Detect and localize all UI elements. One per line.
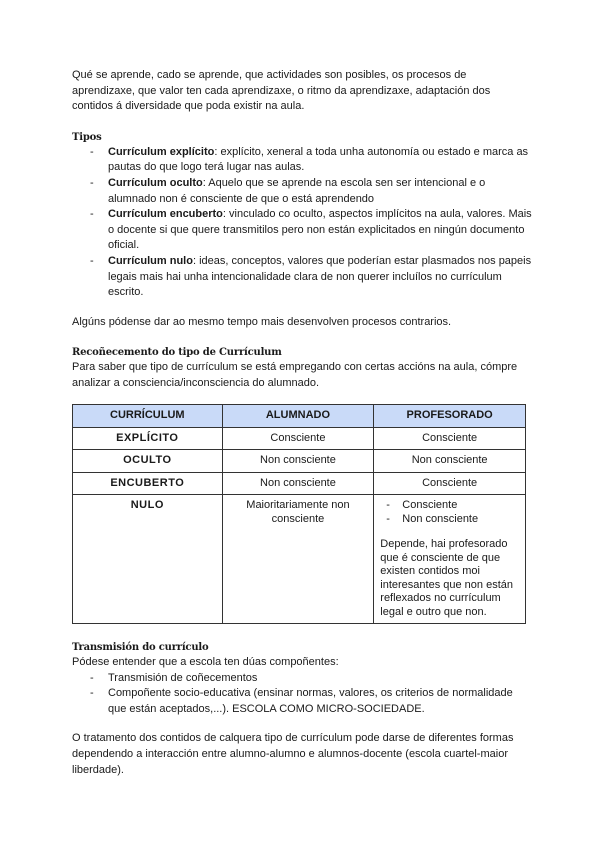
intro-paragraph: Qué se aprende, cado se aprende, que actividades son posibles, os procesos de aprendizaxe, que valor ten cada aprendizaxe, o ritmo da aprendizaxe, adaptación dos contidos á diversidade que poda existir na aula.: [72, 69, 491, 113]
transmision-paragraph: Pódese entender que a escola ten dúas compoñentes:: [72, 656, 339, 668]
table-row-nulo: [73, 495, 526, 624]
dash-bullet: -: [90, 176, 94, 189]
definition: : vinculado co oculto, aspectos implícitos na aula, valores. Mais o docente si que quere transmitilos pero non están explicitados en ningún documento oficial.: [108, 208, 532, 252]
profesorado-note: Depende, hai profesorado que é consciente de que existen contidos moi interesantes que non están reflexados no currículum legal e outro que non.: [380, 538, 513, 618]
dash-bullet: -: [90, 687, 94, 700]
definition: : explícito, xeneral a toda unha autonomía ou estado e marca as pautas do que logo terá lugar nas aulas.: [108, 145, 529, 174]
option-text: Non consciente: [402, 512, 479, 525]
cell-profesorado: Consciente: [374, 472, 526, 495]
list-item: [72, 207, 532, 254]
cell-type: OCULTO: [73, 450, 223, 473]
term: Currículum explícito: [108, 145, 215, 158]
list-item: [72, 254, 532, 301]
definition: : ideas, conceptos, valores que poderían estar plasmados nos papeis legais mais hai unha intencionalidade clara de non querer incluílos no currículum escrito.: [108, 254, 532, 299]
cell-profesorado: Non consciente: [374, 450, 526, 473]
cell-type: EXPLÍCITO: [73, 427, 223, 450]
cell-alumnado: Non consciente: [222, 472, 374, 495]
tratamento-paragraph: O tratamento dos contidos de calquera tipo de currículum pode darse de diferentes formas dependendo a interacción entre alumno-alumno e alumnos-docente (escola cuartel-maior liberdade).: [72, 732, 514, 776]
header-curriculum: CURRÍCULUM: [73, 404, 223, 427]
transmision-heading: Transmisión do currículo: [72, 642, 209, 653]
tipos-list: [72, 145, 532, 301]
list-item: [72, 671, 532, 687]
cell-type: ENCUBERTO: [73, 472, 223, 495]
reconecemento-paragraph: Para saber que tipo de currículum se está empregando con certas accións na aula, cómpre analizar a consciencia/inconsciencia do alumnado.: [72, 361, 518, 389]
cell-type: NULO: [73, 495, 223, 624]
option-text: Consciente: [402, 499, 458, 511]
term: Currículum oculto: [108, 176, 203, 189]
definition: : Aquelo que se aprende na escola sen ser intencional e o alumnado non é consciente de que o está aprendendo: [108, 176, 486, 205]
item-text: Compoñente socio-educativa (ensinar normas, valores, os criterios de normalidade que están aceptados,...). ESCOLA COMO MICRO-SOCIEDADE.: [108, 687, 513, 715]
cell-profesorado: [374, 495, 526, 624]
item-text: Transmisión de coñecementos: [108, 671, 258, 684]
dash-bullet: -: [90, 254, 94, 267]
header-alumnado: ALUMNADO: [222, 404, 374, 427]
list-item: [72, 145, 532, 176]
list-item: [72, 686, 532, 717]
header-profesorado: PROFESORADO: [374, 404, 526, 427]
transmision-list: [72, 671, 532, 718]
dash-bullet: -: [90, 671, 94, 684]
cell-alumnado: Consciente: [222, 427, 374, 450]
table-row: [73, 472, 526, 495]
reconecemento-heading: Recoñecemento do tipo de Currículum: [72, 347, 282, 359]
term: Currículum nulo: [108, 254, 193, 267]
table-header-row: [73, 404, 526, 427]
table-row: [73, 450, 526, 473]
dash-bullet: -: [386, 499, 390, 511]
dash-bullet: -: [386, 512, 390, 525]
document-page: [72, 68, 532, 778]
list-item: [72, 176, 532, 207]
profesorado-options-list: [380, 499, 519, 526]
alguns-paragraph: Algúns pódense dar ao mesmo tempo mais desenvolven procesos contrarios.: [72, 315, 452, 328]
cell-profesorado: Consciente: [374, 427, 526, 450]
dash-bullet: -: [90, 208, 94, 221]
dash-bullet: -: [90, 145, 94, 158]
tipos-heading: Tipos: [72, 131, 102, 143]
curriculum-table: [72, 404, 526, 625]
list-item: [380, 513, 519, 527]
cell-alumnado: Maioritariamente non consciente: [222, 495, 374, 624]
term: Currículum encuberto: [108, 208, 223, 221]
cell-alumnado: Non consciente: [222, 450, 374, 473]
list-item: [380, 499, 519, 513]
table-row: [73, 427, 526, 450]
